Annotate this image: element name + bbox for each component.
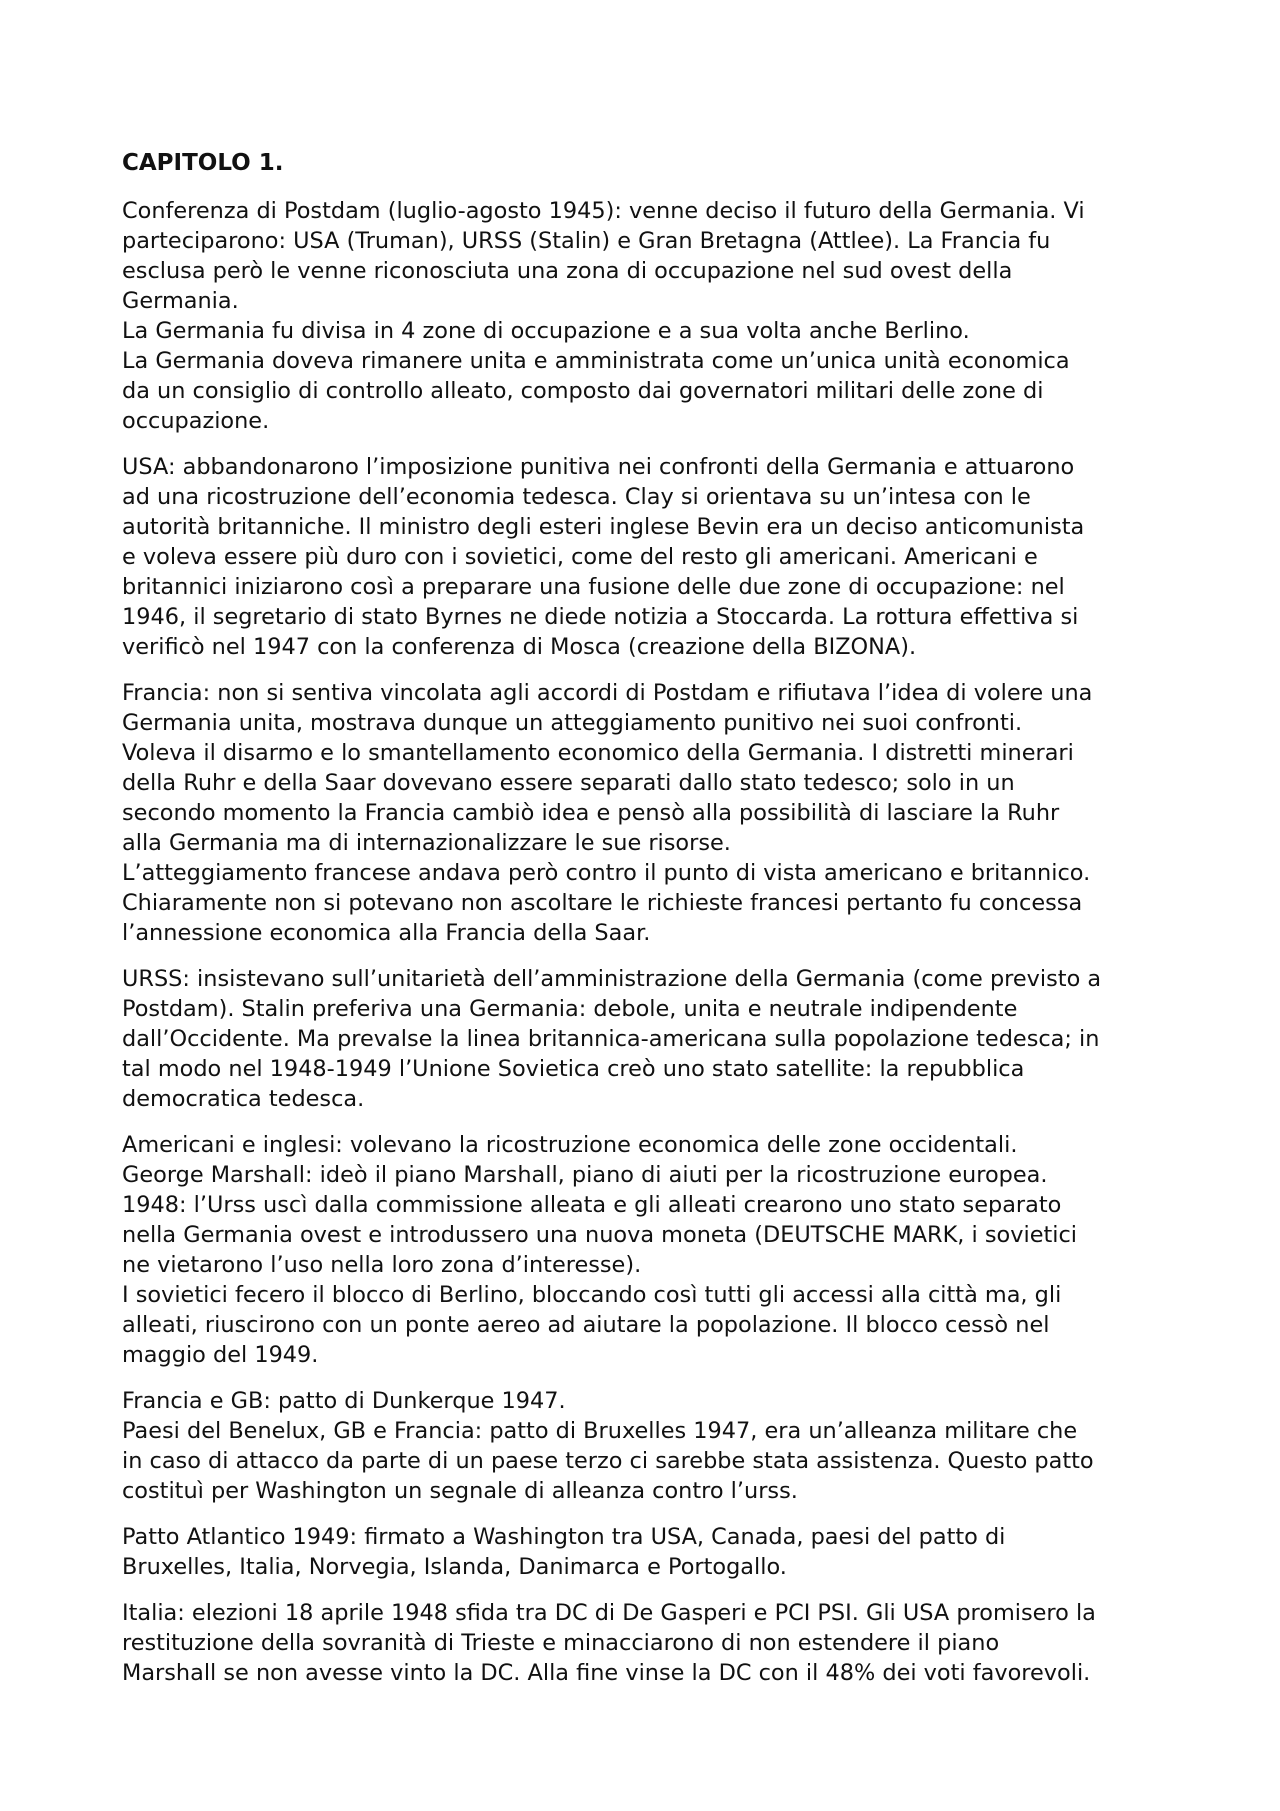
paragraph bbox=[122, 1522, 1182, 1582]
paragraph-list bbox=[122, 196, 1182, 1688]
paragraph bbox=[122, 452, 1182, 662]
text-line: Conferenza di Postdam (luglio-agosto 1945): venne deciso il futuro della Germania. Vi bbox=[122, 198, 1085, 224]
text-line: secondo momento la Francia cambiò idea e pensò alla possibilità di lasciare la Ruhr bbox=[122, 800, 1060, 826]
text-line: La Germania fu divisa in 4 zone di occupazione e a sua volta anche Berlino. bbox=[122, 318, 970, 344]
text-line: ad una ricostruzione dell’economia tedesca. Clay si orientava su un’intesa con le bbox=[122, 484, 1031, 510]
text-line: Marshall se non avesse vinto la DC. Alla fine vinse la DC con il 48% dei voti favorevoli. bbox=[122, 1660, 1091, 1686]
text-line: tal modo nel 1948-1949 l’Unione Sovietica creò uno stato satellite: la repubblica bbox=[122, 1056, 1025, 1082]
text-line: esclusa però le venne riconosciuta una zona di occupazione nel sud ovest della bbox=[122, 258, 1013, 284]
text-line: Germania unita, mostrava dunque un atteggiamento punitivo nei suoi confronti. bbox=[122, 710, 1023, 736]
text-line: maggio del 1949. bbox=[122, 1342, 319, 1368]
paragraph bbox=[122, 964, 1182, 1114]
text-line: URSS: insistevano sull’unitarietà dell’amministrazione della Germania (come previsto a bbox=[122, 966, 1102, 992]
text-line: costituì per Washington un segnale di alleanza contro l’urss. bbox=[122, 1478, 798, 1504]
paragraph bbox=[122, 1130, 1182, 1370]
text-line: USA: abbandonarono l’imposizione punitiva nei confronti della Germania e attuarono bbox=[122, 454, 1075, 480]
text-line: Francia: non si sentiva vincolata agli accordi di Postdam e rifiutava l’idea di volere una bbox=[122, 680, 1093, 706]
text-line: l’annessione economica alla Francia della Saar. bbox=[122, 920, 651, 946]
text-line: Bruxelles, Italia, Norvegia, Islanda, Danimarca e Portogallo. bbox=[122, 1554, 787, 1580]
text-line: e voleva essere più duro con i sovietici, come del resto gli americani. Americani e bbox=[122, 544, 1038, 570]
text-line: 1948: l’Urss uscì dalla commissione alleata e gli alleati crearono uno stato separato bbox=[122, 1192, 1062, 1218]
text-line: Italia: elezioni 18 aprile 1948 sfida tra DC di De Gasperi e PCI PSI. Gli USA promisero la bbox=[122, 1600, 1096, 1626]
chapter-heading: CAPITOLO 1. bbox=[122, 150, 284, 176]
text-line: alleati, riuscirono con un ponte aereo ad aiutare la popolazione. Il blocco cessò nel bbox=[122, 1312, 1050, 1338]
text-line: L’atteggiamento francese andava però contro il punto di vista americano e britannico. bbox=[122, 860, 1091, 886]
text-line: della Ruhr e della Saar dovevano essere separati dallo stato tedesco; solo in un bbox=[122, 770, 1015, 796]
text-line: Germania. bbox=[122, 288, 239, 314]
text-line: ne vietarono l’uso nella loro zona d’interesse). bbox=[122, 1252, 642, 1278]
text-line: I sovietici fecero il blocco di Berlino, bloccando così tutti gli accessi alla città ma, gli bbox=[122, 1282, 1062, 1308]
text-line: autorità britanniche. Il ministro degli esteri inglese Bevin era un deciso anticomunista bbox=[122, 514, 1085, 540]
text-line: Americani e inglesi: volevano la ricostruzione economica delle zone occidentali. bbox=[122, 1132, 1018, 1158]
paragraph bbox=[122, 678, 1182, 948]
paragraph bbox=[122, 1386, 1182, 1506]
text-line: Postdam). Stalin preferiva una Germania: debole, unita e neutrale indipendente bbox=[122, 996, 1018, 1022]
text-line: occupazione. bbox=[122, 408, 270, 434]
document-page bbox=[122, 148, 1182, 1704]
text-line: George Marshall: ideò il piano Marshall, piano di aiuti per la ricostruzione europea. bbox=[122, 1162, 1048, 1188]
text-line: verificò nel 1947 con la conferenza di Mosca (creazione della BIZONA). bbox=[122, 634, 917, 660]
text-line: in caso di attacco da parte di un paese terzo ci sarebbe stata assistenza. Questo patto bbox=[122, 1448, 1094, 1474]
text-line: restituzione della sovranità di Trieste e minacciarono di non estendere il piano bbox=[122, 1630, 1000, 1656]
text-line: democratica tedesca. bbox=[122, 1086, 365, 1112]
text-line: parteciparono: USA (Truman), URSS (Stalin) e Gran Bretagna (Attlee). La Francia fu bbox=[122, 228, 1051, 254]
text-line: Francia e GB: patto di Dunkerque 1947. bbox=[122, 1388, 566, 1414]
paragraph bbox=[122, 1598, 1182, 1688]
text-line: Chiaramente non si potevano non ascoltare le richieste francesi pertanto fu concessa bbox=[122, 890, 1083, 916]
paragraph bbox=[122, 196, 1182, 436]
text-line: dall’Occidente. Ma prevalse la linea britannica-americana sulla popolazione tedesca; in bbox=[122, 1026, 1100, 1052]
text-line: La Germania doveva rimanere unita e amministrata come un’unica unità economica bbox=[122, 348, 1070, 374]
text-line: alla Germania ma di internazionalizzare le sue risorse. bbox=[122, 830, 731, 856]
text-line: nella Germania ovest e introdussero una nuova moneta (DEUTSCHE MARK, i sovietici bbox=[122, 1222, 1078, 1248]
text-line: Voleva il disarmo e lo smantellamento economico della Germania. I distretti minerari bbox=[122, 740, 1074, 766]
text-line: da un consiglio di controllo alleato, composto dai governatori militari delle zone di bbox=[122, 378, 1044, 404]
text-line: Paesi del Benelux, GB e Francia: patto di Bruxelles 1947, era un’alleanza militare che bbox=[122, 1418, 1078, 1444]
text-line: 1946, il segretario di stato Byrnes ne diede notizia a Stoccarda. La rottura effettiva si bbox=[122, 604, 1079, 630]
text-line: britannici iniziarono così a preparare una fusione delle due zone di occupazione: nel bbox=[122, 574, 1065, 600]
text-line: Patto Atlantico 1949: firmato a Washington tra USA, Canada, paesi del patto di bbox=[122, 1524, 1006, 1550]
